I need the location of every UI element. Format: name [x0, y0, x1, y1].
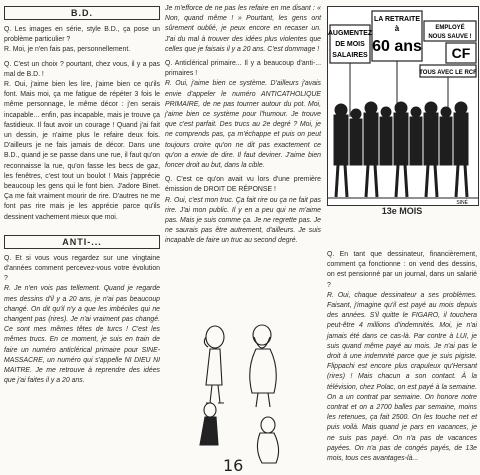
section-heading-bd: B.D.	[4, 6, 160, 20]
protest-drawing	[328, 7, 478, 205]
paragraph: Q. C'est un choix ? pourtant, chez vous, il y a pas mal de B.D. !	[4, 60, 160, 78]
banner-text: NOUS SAUVE !	[428, 34, 472, 40]
paragraph: Je m'efforce de ne pas les refaire en me disant : « Non, quand même ! » Pourtant, les gens ont sûrement oublié, je peux encore en recaser un. J'ai du mal à trouver des idées plus violentes que celles que je faisais il y a 20 ans. C'est dommage !	[165, 5, 321, 53]
column-middle	[165, 4, 321, 247]
section-heading-anti: ANTI-...	[4, 235, 160, 249]
sketch-drawing	[170, 315, 330, 470]
banner-text: AUGMENTEZ	[328, 30, 373, 37]
paragraph: R. Oui, j'aime bien ce système. D'ailleurs j'avais envie d'appeler le numéro ANTICATHOLIQUE PRIMAIRE, de ne pas tourner autour du pot. Moi, j'aime bien ce système pour l'humour. Je trouve que c'est parfait. Des trucs au 2e degré ? Moi, je ne comprends pas, ça m'échappe et puis on peut toujours croire qu'on ne dit pas exactement ce qu'on a envie de dire. Il faut deviner. J'aime bien foncer droit au but, dans la cible.	[165, 80, 321, 170]
banner-text: DE MOIS	[335, 41, 365, 48]
banner-text: EMPLOYÉ	[435, 25, 465, 31]
character-sketch	[170, 315, 330, 470]
paragraph: Q. Anticlérical primaire... Il y a beaucoup d'anti-... primaires !	[165, 60, 321, 78]
paragraph: Q. Et si vous vous regardez sur une vingtaine d'années comment percevez-vous votre évolution ?	[4, 254, 160, 283]
paragraph: R. Oui, c'est mon truc. Ça fait rire ou ça ne fait pas rire. J'ai mon public. Il y en a peu qui ne m'aime pas. Mais je suis comme ça. Je ne regrette pas. Je ne saurais pas être autrement, d'ailleurs. Je suis incapable de faire un truc au second degré.	[165, 196, 321, 245]
demonstration-cartoon	[327, 6, 479, 206]
paragraph: R. Oui, j'aime bien les lire, j'aime bien ce qu'ils font. Mais moi, ça me fatigue de répéter 3 fois le même personnage, le même décor : j'en serais incapable... enfin, pas incapable, mais je trouve ça fastidieux. Il faut avoir un courage ! Quand j'ai fait un dessin, je n'aime plus le refaire deux fois. D'ailleurs je ne fais jamais de décor. Dans une B.D., quand je se passe dans une rue, il faut qu'on reconnaisse la rue, qu'on fasse les becs de gaz, les fenêtres, c'est tout un boulot ! Mais j'apprécie beaucoup les gens qui le font bien. J'adore Binet. Ça me fait vraiment mourir de rire. D'autres ne me font pas rire mais je les apprécie parce qu'ils dessinent vachement mieux que moi.	[4, 81, 160, 221]
banner-text: TOUS AVEC LE RCF	[419, 70, 477, 76]
artist-signature: SINÉ	[456, 200, 468, 205]
paragraph: R. Moi, je n'en fais pas, personnellement.	[4, 46, 131, 54]
crowd	[334, 102, 468, 165]
column-left	[4, 0, 160, 387]
paragraph: Q. Les images en série, style B.D., ça pose un problème particulier ?	[4, 26, 160, 44]
banner-text: LA RETRAITE	[373, 16, 421, 23]
banner-text: à	[394, 24, 400, 33]
cartoon-caption: 13e MOIS	[381, 206, 423, 216]
banner-text: CF	[451, 45, 471, 61]
paragraph: R. Je n'en vois pas tellement. Quand je regarde mes dessins d'il y a 20 ans, je n'ai pas beaucoup changé. On dit qu'il n'y a que les imbéciles qui ne changent pas (rires). Je n'ai vraiment pas changé. Ce sont mes mêmes têtes de turcs ! C'est les mêmes trucs. En ce moment, je suis en train de faire un numéro anticlérical primaire pour SINE-MASSACRE, un numéro qui s'appelle NI DIEU NI MAITRE. Je me retrouve à reprendre des idées que j'ai faites il y a 20 ans.	[4, 285, 160, 385]
banner-text: SALAIRES	[332, 52, 368, 59]
paragraph: Q. C'est ce qu'on avait vu lors d'une première émission de DROIT DE RÉPONSE !	[165, 176, 321, 194]
banner-text: 60 ans	[372, 38, 422, 55]
page-number: 16	[223, 456, 244, 475]
paragraph: Q. En tant que dessinateur, financièrement, comment ça fonctionne : on vend des dessins, on est pensionné par un journal, dans un salarié ?	[327, 251, 477, 289]
paragraph: R. Oui, chaque dessinateur a ses problèmes. Faisant, j'imagine qu'il est payé au mois depuis des années. S'il quitte le FIGARO, il touchera peut-être 4 millions d'indemnités. Moi, je n'ai jamais été dans ce cas-là. Par contre à LUI, je suis quand même payé au mois. Je n'ai pas le droit à une indemnité parce que je suis pigiste. Flippachi est encore plus crapuleux qu'Hersant (rires) ! Mais chacun a son contact. À la télévision, chez Polac, on est payé à la semaine. On a un contrat par semaine. On honore notre contrat et on a 2700 balles par semaine, moins les retenues, ça fait 2500. On les touche net et puis voilà. Mais quand je pars en vacances, je ne suis pas payé. On n'a pas de vacances payées. On n'a pas de congés payés, de 13e mois, tous ces avantages-là...	[327, 291, 477, 463]
column-right	[327, 250, 477, 464]
